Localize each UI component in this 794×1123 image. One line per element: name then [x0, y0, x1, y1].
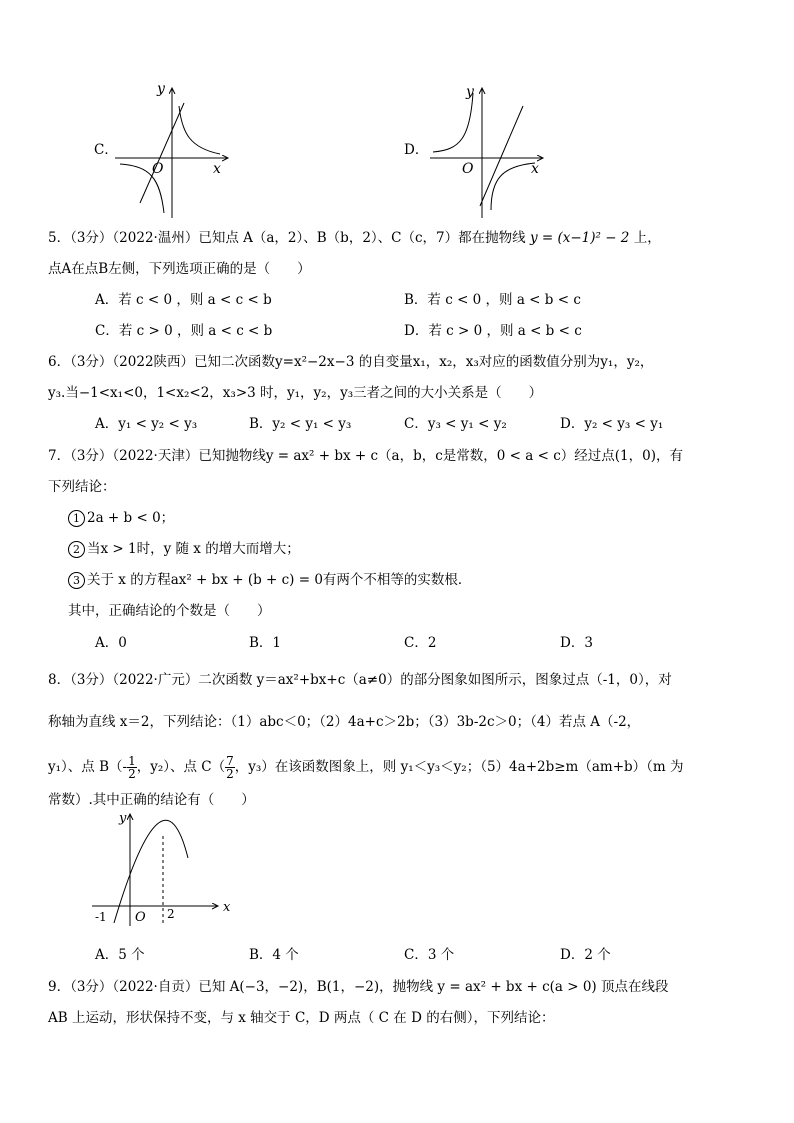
q8-option-a: A．5 个	[95, 947, 145, 963]
q7-line-2: 下列结论：	[48, 479, 116, 495]
q8-line-2: 称轴为直线 x＝2，下列结论：（1）abc＜0；（2）4a+c＞2b；（3）3b-2c＞0；（4）若点 A（-2，	[48, 714, 641, 730]
q6-line-1: 6．（3分）（2022陕西）已知二次函数y=x²−2x−3 的自变量x₁，x₂，x₃对应的函数值分别为y₁，y₂，	[48, 354, 654, 370]
hyperbola-branch-1	[179, 106, 220, 154]
q5-formula: y = (x−1)² − 2	[529, 230, 630, 246]
tick-label-neg1: -1	[95, 910, 107, 924]
q7-option-b: B．1	[249, 635, 282, 651]
q8-line-3: y₁）、点 B（- $\frac{1}{2}$ ，y₂）、点 C（ $\frac{7}{2}$ ，y₃）在该函数图象上，则 y₁＜y₃＜y₂；（5）4a+2b≥m（am+b）（m 为	[48, 754, 684, 781]
q7-option-c: C．2	[404, 635, 437, 651]
circled-number-3: 3	[68, 572, 85, 589]
q7-conclusion-2: 2 当x > 1时，y 随 x 的增大而增大；	[68, 539, 300, 559]
q6-option-c: C．y₃ < y₁ < y₂	[404, 416, 507, 432]
q8-option-c: C．3 个	[404, 947, 455, 963]
q7-option-d: D．3	[560, 635, 593, 651]
fraction-one-half: $\frac{1}{2}$	[128, 754, 136, 781]
parabola	[114, 820, 188, 923]
hyperbola-branch-2	[491, 163, 535, 210]
x-axis-label: x	[213, 161, 221, 177]
origin-label: O	[135, 910, 146, 925]
q5-line-2: 点A在点B左侧，下列选项正确的是（ ）	[48, 261, 311, 277]
q7-conclusion-1: 1 2a + b < 0；	[68, 508, 174, 528]
q5-line-1: 5．（3分）（2022·温州）已知点 A（a，2）、B（b，2）、C（c，7）都在抛物线 y = (x−1)² − 2 上，	[48, 230, 661, 246]
straight-line	[480, 106, 523, 206]
q9-line-1: 9．（3分）（2022·自贡）已知 A(−3，−2)，B(1，−2)，抛物线 y = ax² + bx + c(a > 0) 顶点在线段	[48, 979, 669, 995]
q6-option-a: A．y₁ < y₂ < y₃	[95, 416, 198, 432]
straight-line	[140, 103, 184, 203]
q8-line-4: 常数）.其中正确的结论有（ ）	[48, 792, 255, 808]
circled-number-2: 2	[68, 541, 85, 558]
q5-option-a: A．若 c < 0 ，则 a < c < b	[95, 292, 272, 308]
q5-option-b: B．若 c < 0 ，则 a < b < c	[404, 292, 581, 308]
q8-option-d: D．2 个	[560, 947, 611, 963]
x-axis-label: x	[223, 900, 231, 915]
q9-line-2: AB 上运动，形状保持不变，与 x 轴交于 C，D 两点（ C 在 D 的右侧），下列结论：	[48, 1010, 555, 1026]
q5-option-d: D．若 c > 0 ，则 a < b < c	[404, 323, 582, 339]
q7-line-1: 7．（3分）（2022·天津）已知抛物线y = ax² + bx + c（a，b，c是常数，0 < a < c）经过点(1，0)，有	[48, 448, 683, 464]
q8-line-1: 8．（3分）（2022·广元）二次函数 y＝ax²+bx+c（a≠0）的部分图象如图所示，图象过点（-1，0），对	[48, 672, 672, 688]
circled-number-1: 1	[68, 510, 85, 527]
x-axis-label: x	[531, 161, 539, 177]
q6-line-2: y₃.当−1<x₁<0，1<x₂<2，x₃>3 时，y₁，y₂，y₃三者之间的大小关系是（ ）	[48, 385, 543, 401]
tick-label-2: 2	[167, 907, 175, 921]
hyperbola-branch-1	[433, 93, 473, 152]
y-axis-label: y	[157, 81, 165, 97]
q7-conclusion-3: 3 关于 x 的方程ax² + bx + (b + c) = 0有两个不相等的实数根．	[68, 570, 471, 590]
graph-option-d	[425, 78, 555, 223]
graph-option-c	[110, 78, 240, 223]
q6-option-b: B．y₂ < y₁ < y₃	[249, 416, 352, 432]
option-d-label: D．	[404, 142, 429, 158]
q8-option-b: B．4 个	[249, 947, 299, 963]
fraction-seven-halves: $\frac{7}{2}$	[226, 754, 234, 781]
origin-label: O	[462, 161, 474, 177]
q7-question: 其中，正确结论的个数是（ ）	[68, 603, 271, 619]
q6-option-d: D．y₂ < y₃ < y₁	[560, 416, 664, 432]
q7-option-a: A．0	[95, 635, 127, 651]
y-axis-label: y	[119, 811, 127, 826]
option-c-label: C．	[94, 142, 118, 158]
origin-label: O	[152, 161, 164, 177]
y-axis-label: y	[466, 84, 474, 100]
q5-option-c: C．若 c > 0 ，则 a < c < b	[95, 323, 273, 339]
q8-parabola-graph	[88, 808, 238, 928]
